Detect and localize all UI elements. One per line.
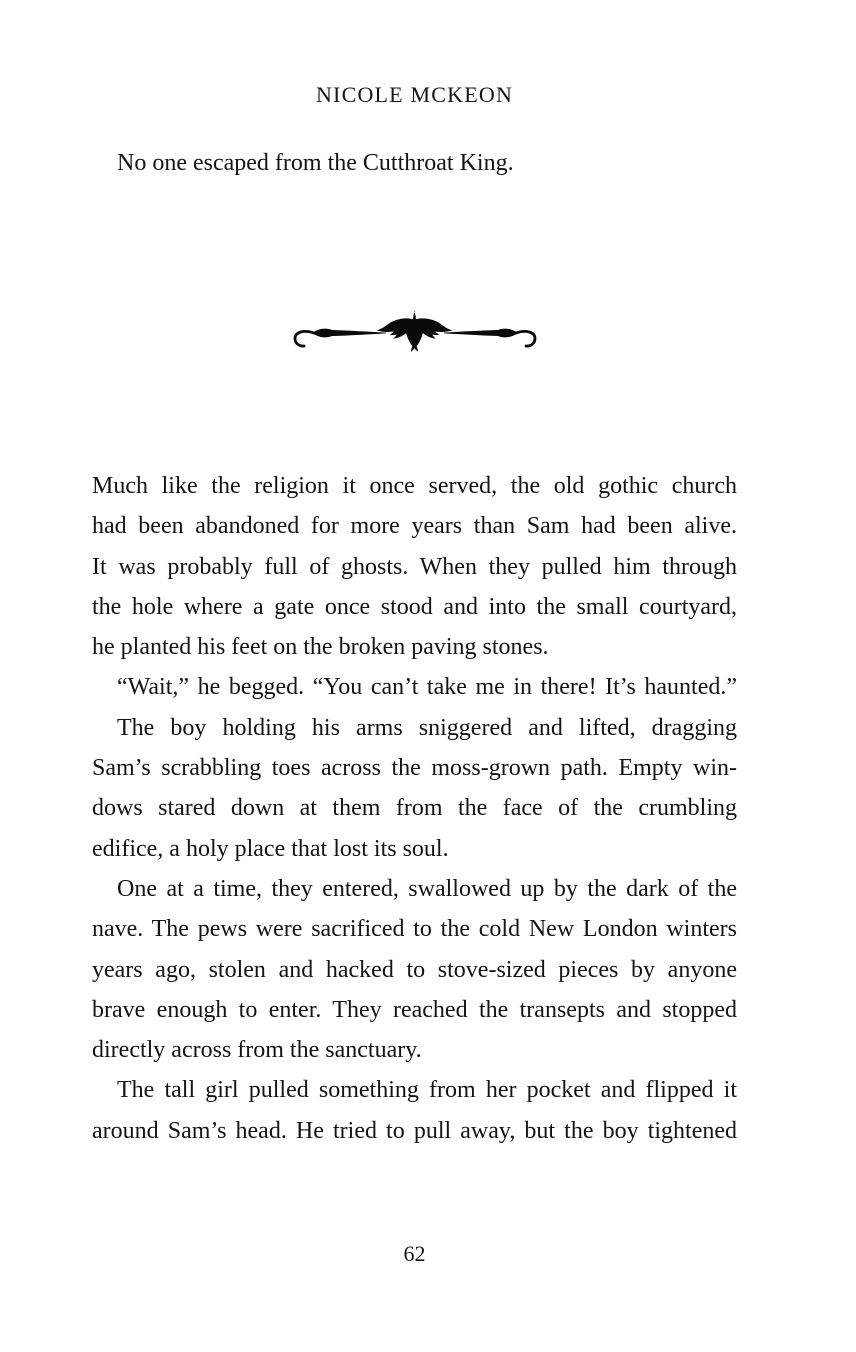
text-line: The tall girl pulled something from her pocket and flipped it: [117, 1077, 737, 1104]
text-line: Sam’s scrabbling toes across the moss-grown path. Empty win-: [92, 755, 737, 782]
text-line: It was probably full of ghosts. When they pulled him through: [92, 553, 737, 580]
text-line: had been abandoned for more years than Sam had been alive.: [92, 513, 737, 540]
right-flourish-icon: [444, 329, 535, 346]
page-number: 62: [403, 1241, 426, 1266]
divider-ornament: [92, 303, 737, 359]
text-line: “Wait,” he begged. “You can’t take me in there! It’s haunted.”: [117, 674, 737, 701]
left-flourish-icon: [295, 329, 386, 346]
text-line: The boy holding his arms sniggered and lifted, dragging: [117, 714, 737, 741]
raven-icon: [376, 311, 452, 352]
text-line: around Sam’s head. He tried to pull away, but the boy tightened: [92, 1117, 737, 1144]
text-line: dows stared down at them from the face of the crumbling: [92, 795, 737, 822]
text-line: brave enough to enter. They reached the transepts and stopped: [92, 996, 737, 1023]
text-line: he planted his feet on the broken paving stones.: [92, 634, 549, 661]
body-text: [92, 466, 737, 1151]
running-header: NICOLE MCKEON: [315, 82, 514, 107]
text-line: directly across from the sanctuary.: [92, 1037, 422, 1064]
text-line: nave. The pews were sacrificed to the cold New London winters: [92, 916, 737, 943]
text-line: Much like the religion it once served, the old gothic church: [92, 473, 737, 499]
opening-line: No one escaped from the Cutthroat King.: [117, 150, 514, 176]
raven-divider-ornament-icon: [290, 303, 540, 359]
text-line: the hole where a gate once stood and into the small courtyard,: [92, 593, 737, 620]
text-line: One at a time, they entered, swallowed up by the dark of the: [117, 875, 737, 902]
text-line: edifice, a holy place that lost its soul.: [92, 835, 449, 862]
text-line: years ago, stolen and hacked to stove-sized pieces by anyone: [92, 956, 737, 983]
